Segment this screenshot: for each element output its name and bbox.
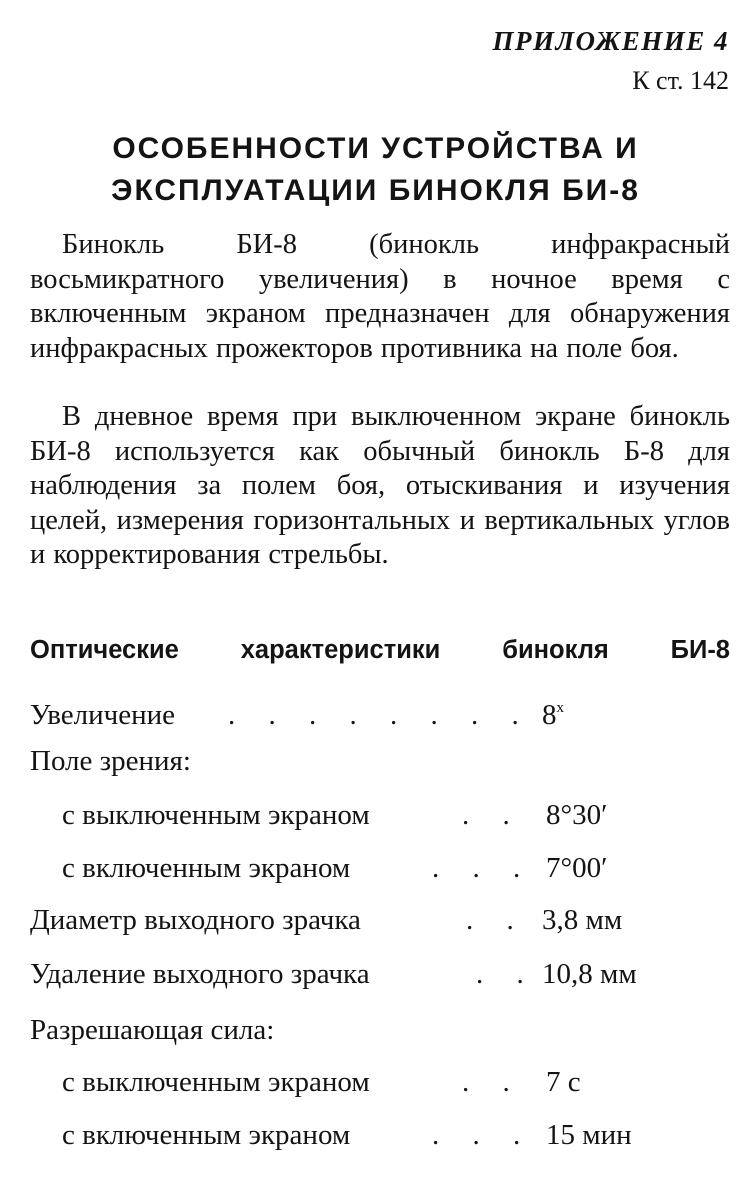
spec-row-exit-pupil-distance (30, 954, 730, 994)
leader-dots: . . (476, 958, 537, 990)
leader-dots: . . . (432, 852, 534, 884)
spec-group-field-of-view: Поле зрения: (30, 745, 191, 777)
leader-dots: . . . . . . . . (228, 699, 532, 731)
leader-dots: . . . (432, 1119, 534, 1151)
spec-label: с выключенным экраном (62, 799, 370, 831)
document-title-line-1: ОСОБЕННОСТИ УСТРОЙСТВА И (112, 132, 639, 165)
spec-label: с включенным экраном (62, 852, 351, 884)
spec-row-resolution-screen-off (62, 1062, 730, 1102)
spec-label: Удаление выходного зрачка (30, 958, 370, 990)
spec-value: 7°00′ (546, 852, 608, 884)
leader-dots: . . (462, 799, 523, 831)
appendix-label: ПРИЛОЖЕНИЕ 4 (492, 26, 729, 56)
spec-row-resolution-screen-on (62, 1115, 730, 1155)
spec-label: с выключенным экраном (62, 1066, 370, 1098)
spec-label: с включенным экраном (62, 1119, 351, 1151)
spec-row-fov-screen-on (62, 848, 730, 888)
leader-dots: . . (462, 1066, 523, 1098)
spec-value: 7 с (546, 1066, 581, 1098)
magnification-unit: х (556, 700, 564, 716)
page-reference: К ст. 142 (632, 66, 729, 95)
spec-label: Диаметр выходного зрачка (30, 904, 361, 936)
spec-value: 3,8 мм (542, 904, 623, 936)
spec-value: $8^х$ (542, 699, 564, 731)
spec-value: 15 мин (546, 1119, 632, 1151)
leader-dots: . . (466, 904, 527, 936)
spec-group-resolution: Разрешающая сила: (30, 1014, 275, 1046)
paragraph-daytime-use: В дневное время при выключенном экране бинокль БИ-8 используется как обычный бинокль Б-8 для наблюдения за полем боя, отыскивания и изучения целей, измерения горизонтальных и вертикальных углов и корректирования стрельбы. (30, 401, 730, 570)
spec-label: Увеличение (30, 699, 176, 731)
spec-row-fov-screen-off (62, 795, 730, 835)
spec-value: 10,8 мм (542, 958, 637, 990)
spec-value: 8°30′ (546, 799, 608, 831)
paragraph-purpose: Бинокль БИ-8 (бинокль инфракрасный восьмикратного увеличения) в ночное время с включенным экраном предназначен для обнаружения инфракрасных прожекторов противника на поле боя. (30, 229, 730, 364)
spec-row-magnification (30, 695, 730, 735)
spec-row-exit-pupil-diameter (30, 900, 730, 940)
characteristics-heading: Оптические характеристики бинокля БИ-8 (30, 636, 730, 664)
document-title-line-2: ЭКСПЛУАТАЦИИ БИНОКЛЯ БИ-8 (111, 174, 640, 207)
